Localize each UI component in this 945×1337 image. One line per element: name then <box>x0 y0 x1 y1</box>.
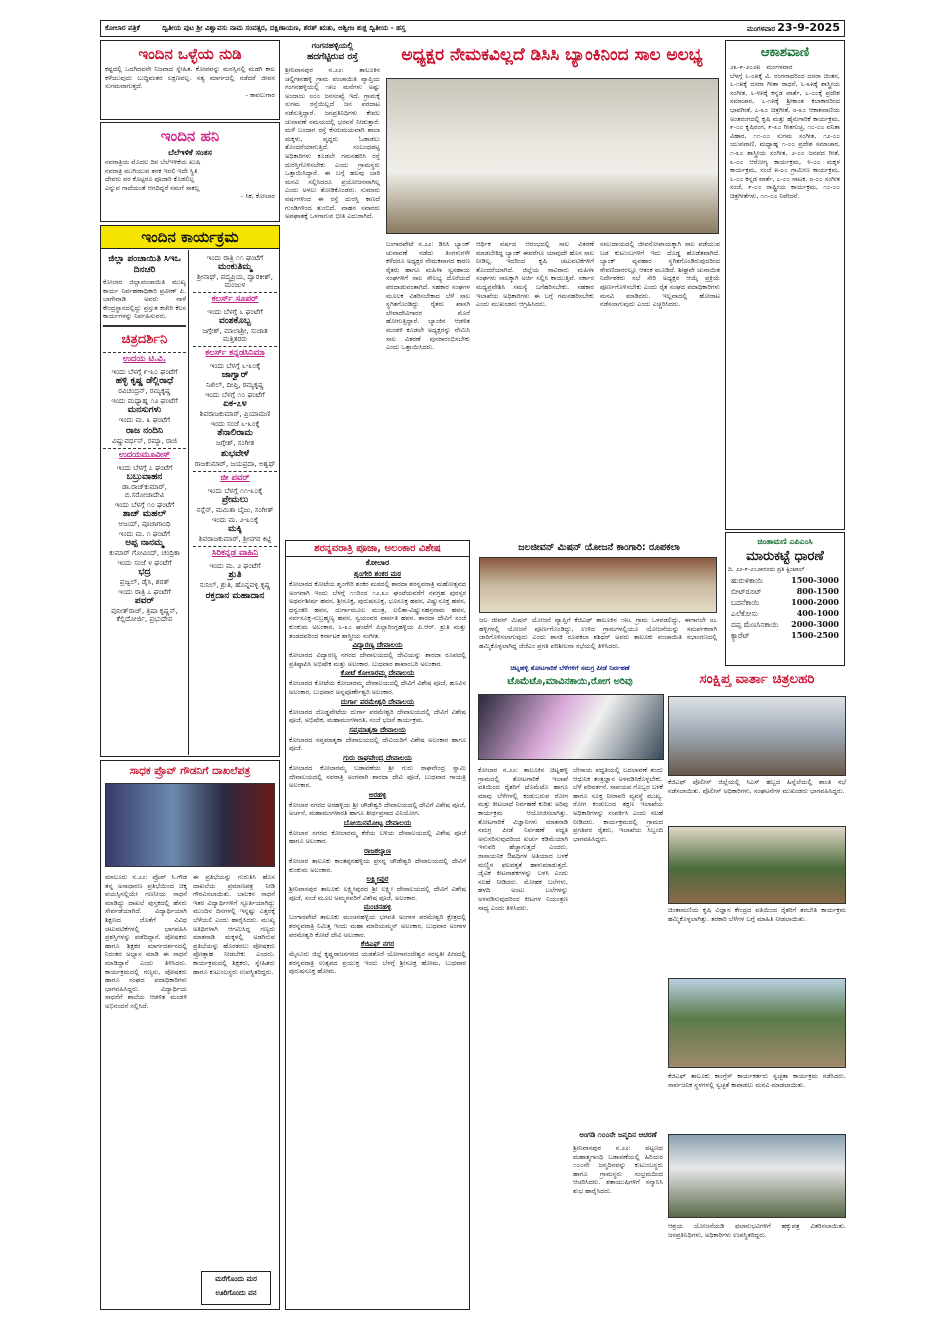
program-time: ಇಂದು ರಾತ್ರಿ ೧೧ ಘಂಟೆಗೆ <box>206 254 264 262</box>
header-date: 23-9-2025 <box>777 21 840 34</box>
lead-col2: ಆರ್ಥಿಕ ವರ್ಷದ ಆರಂಭದಲ್ಲಿ ಸಾಲ ವಿತರಣೆ ಮಾಡಬೇಕಿದ್ದ ಬ್ಯಾಂಕ್ ಈವರೆಗೂ ಯಾವುದೇ ಹೊಸ ಸಾಲ ನೀಡಿಲ್ಲ. ಇದರಿಂದ ಕೃಷಿ ಚಟುವಟಿಕೆಗಳಿಗೆ ತೊಂದರೆಯಾಗಿದೆ. ಜಿಲ್ಲೆಯ ಸಾವಿರಾರು ಮಹಿಳಾ ಸಂಘಗಳು ಸಾಲಕ್ಕಾಗಿ ಅರ್ಜಿ ಸಲ್ಲಿಸಿ ಕಾಯುತ್ತಿವೆ. ಸರ್ಕಾರ ಮಧ್ಯಪ್ರವೇಶಿಸಿ ಸಮಸ್ಯೆ ಬಗೆಹರಿಸಬೇಕು. ಸಹಕಾರ ಇಲಾಖೆಯ ಅಧಿಕಾರಿಗಳು ಈ ಬಗ್ಗೆ ಗಮನಹರಿಸಬೇಕು ಎಂದು ಮುಖಂಡರು ಆಗ್ರಹಿಸಿದರು. <box>476 240 594 309</box>
market-price: 2000-3000 <box>791 618 839 629</box>
market-row <box>728 586 842 597</box>
program-cast: ವಿಷ್ಣುವರ್ಧನ್, ರಮ್ಯಾ, ರಾಜಿ <box>112 436 177 445</box>
navaratri-place: ಕೋಲಾರ <box>365 558 390 567</box>
program-cast: ಶ್ರೀನಾಥ್, ಪದ್ಮಪ್ರಿಯ, ದ್ವಾರಕೀಶ್, ಮಂಜುಳ <box>196 273 274 289</box>
today-programs <box>100 225 280 757</box>
program-time: ಇಂದು ಬೆಳಗ್ಗೆ ೬ ಘಂಟೆಗೆ <box>207 308 263 316</box>
market-row <box>728 630 842 641</box>
program-item <box>103 501 186 528</box>
program-name: ಪ್ರೇಮಲು <box>221 495 249 505</box>
section-heading: ಗುರು ರಾಘವೇಂದ್ರ ದೇವಾಲಯ <box>343 753 412 762</box>
program-item <box>193 562 277 589</box>
section-text: ಕೋಲಾರ ನಗರದ ಕೋಲಾರಮ್ಮ ಕೆರೆಯ ಬಳಿಯ ದೇವಾಲಯದಲ್ಲಿ ವಿಶೇಷ ಪೂಜೆ ಹಾಗೂ ಅಲಂಕಾರ. <box>289 828 466 846</box>
poem-line: ದೇವರು ವರ ಕೊಟ್ಟರೂ ಪೂಜಾರಿ ಕೊಡಲಿಲ್ಲ <box>105 175 195 184</box>
program-item <box>193 516 277 543</box>
market-row <box>728 575 842 586</box>
program-time: ಇಂದು ಮ. ೨ ಘಂಟೆಗೆ <box>209 562 261 570</box>
poem-author: - ಸಿಕ, ಕೋಲಾರ <box>240 192 275 201</box>
poem-line: ನವರಾತ್ರಿ ಮುಗಿಯುವ ತನಕ ಇರಲಿ ಇದೇ ಸ್ಥಿತಿ <box>105 166 198 175</box>
tomato-story <box>475 662 665 1312</box>
program-cast: ಜಗ್ಗೇಶ್, ಸಂಗೀತ <box>215 439 255 447</box>
program-cast: ಇಂದು ಮ. ೩ ಘಂಟೆಗೆ <box>118 415 171 424</box>
poem-box <box>100 122 280 222</box>
program-cast: ಪ್ರಜ್ವಲ್, ಡೈಸಿ, ಶರತ್ <box>119 577 170 586</box>
program-item <box>103 559 186 586</box>
channel-name: ಕಲರ್ಸ್ ಸೂಪರ್ <box>193 292 277 306</box>
market-subtitle: ದಿ. ೨೨-೯-೨೦೨೫ರಂದು ಪ್ರತಿ ಕ್ವಿಂಟಾಲ್ <box>728 566 805 573</box>
programs-right <box>191 250 279 755</box>
market-row <box>728 619 842 630</box>
program-item <box>103 530 186 557</box>
program-name: ಮಂಕುತಿಮ್ಮ <box>217 262 252 272</box>
water-mission-story <box>475 540 723 662</box>
brief-caption-2: ಚಿಂತಾಮಣಿಯ ಕೃಷಿ ವಿಜ್ಞಾನ ಕೇಂದ್ರದ ವತಿಯಿಂದ ರೈತರಿಗೆ ತರಬೇತಿ ಕಾರ್ಯಕ್ರಮ ಹಮ್ಮಿಕೊಳ್ಳಲಾಗಿತ್ತು. ತರಕಾರಿ ಬೆಳೆಗಳ ಬಗ್ಗೆ ಮಾಹಿತಿ ನೀಡಲಾಯಿತು. <box>668 906 846 923</box>
program-time: ಇಂದು ಬೆಳಗ್ಗೆ ೧೧-೩೦ಕ್ಕೆ <box>207 487 263 495</box>
market-item: ಹುರುಳಿಕಾಯಿ <box>731 575 764 585</box>
brief-photo-2 <box>668 826 846 904</box>
program-item <box>193 591 277 602</box>
section-heading: ಅರಹಳ್ಳಿ <box>368 790 387 799</box>
tomato-col2: ಬೇಸಾಯ ಪದ್ಧತಿಯಲ್ಲಿ ಬದಲಾವಣೆ ತಂದು ಆಧುನಿಕ ತಂತ್ರಜ್ಞಾನ ಅಳವಡಿಸಿಕೊಳ್ಳಬೇಕು. ಬೆಳೆ ಪರಿವರ್ತನೆ, ಸಾವಯವ ಗೊಬ್ಬರ ಬಳಕೆ ಹಾಗೂ ಸೂಕ್ತ ನೀರಾವರಿ ವ್ಯವಸ್ಥೆ ಮುಖ್ಯ. ರೋಗ ಕಂಡುಬಂದ ತಕ್ಷಣ ಇಲಾಖೆಯ ಅಧಿಕಾರಿಗಳನ್ನು ಸಂಪರ್ಕಿಸಿ ಎಂದು ಸಲಹೆ ನೀಡಿದರು. ಕಾರ್ಯಕ್ರಮದಲ್ಲಿ ಗ್ರಾಮದ ಪ್ರಗತಿಪರ ರೈತರು, ಇಲಾಖೆಯ ಸಿಬ್ಬಂದಿ ಭಾಗವಹಿಸಿದ್ದರು. <box>573 766 663 843</box>
poem-subtitle: ಬೆಲೆಇಳಿಕೆ ಸಂತಸ <box>168 148 212 157</box>
market-prices <box>725 532 845 666</box>
program-cast: ನಿಖಿಲ್, ದೀಪ್ತಿ, ರಮ್ಯಕೃಷ್ಣ <box>206 381 264 389</box>
page-header <box>100 20 845 37</box>
program-time: ಇಂದು ಮಧ್ಯಾಹ್ನ ೧೨ ಘಂಟೆಗೆ <box>111 396 178 405</box>
meeting-photo <box>479 557 717 613</box>
market-row <box>728 597 842 608</box>
programs-left <box>101 250 189 755</box>
radio-text: ಬೆಳಗ್ಗೆ ೬-೦೫ಕ್ಕೆ ವಿ. ರಂಗನಾಥರಿಂದ ದಸರಾ ಚಿಂತನ, ೬-೧೫ಕ್ಕೆ ದಸರಾ ಗೀತಾ ರಾಧನೆ, ೬-೩೫ಕ್ಕೆ ಶಾಸ್ತ್ರೀಯ ಸಂಗೀತ, ೬-೪೫ಕ್ಕೆ ಕನ್ನಡ ವಾರ್ತೆ, ೭-೦೦ಕ್ಕೆ ಪ್ರದೇಶ ಸಮಾಚಾರ, ೭-೧೫ಕ್ಕೆ ಶ್ರೀಕಾಂತ ಕಲಾಕಾರರಿಂದ ಭಾವಗೀತೆ, ೭-೩೦ ಚಿತ್ರಗೀತೆ, ೮-೩೦ ಆಕಾಶವಾಣಿಯ ಅಂತರಂಗದಲ್ಲಿ ಕೃಷಿ ಮತ್ತು ಹೈನುಗಾರಿಕೆ ಕಾರ್ಯಕ್ರಮ, ೯-೦೦ ಕೃಷಿರಂಗ, ೯-೩೦ ಗೀತಗುಚ್ಛ, ೧೦-೦೦ ವನಿತಾ ವಿಹಾರ, ೧೧-೦೦ ಸುಗಮ ಸಂಗೀತ, ೧೨-೦೦ ಯುವವಾಣಿ, ಮಧ್ಯಾಹ್ನ ೧-೦೦ ಪ್ರದೇಶ ಸಮಾಚಾರ, ೧-೩೦ ಶಾಸ್ತ್ರೀಯ ಸಂಗೀತ, ೨-೦೦ ಜನಪದ ಗೀತೆ, ೩-೦೦ ಆರೋಗ್ಯ ಕಾರ್ಯಕ್ರಮ, ೪-೦೦ ಮಕ್ಕಳ ಕಾರ್ಯಕ್ರಮ, ಸಂಜೆ ೫-೦೦ ಗ್ರಾಮೀಣ ಕಾರ್ಯಕ್ರಮ, ೬-೦೦ ಕನ್ನಡ ವಾರ್ತೆ, ೭-೦೦ ನಾಟಕ, ೮-೦೦ ಸಂಗೀತ ಸಂಜೆ, ೯-೦೦ ರಾಷ್ಟ್ರೀಯ ಕಾರ್ಯಕ್ರಮ, ೧೦-೦೦ ಚಿತ್ರಗೀತೆಗಳು, ೧೧-೦೦ ನಿವೇದನೆ. <box>730 71 840 200</box>
achiever-col1: ಮಾಲೂರು ನ.೨೨: ಪ್ರೊವ್ ಸಿ.ಗೌಡ ತನ್ನ ಅಸಾಧಾರಣ ಪ್ರತಿಭೆಯಿಂದ ಚಿಕ್ಕ ವಯಸ್ಸಿನಲ್ಲಿಯೇ ಗಣನೀಯ ಸಾಧನೆ ಮಾಡಿದ್ದು ದಾಖಲೆ ಪುಸ್ತಕದಲ್ಲಿ ಹೆಸರು ಸೇರ್ಪಡೆಯಾಗಿದೆ. ವಿದ್ಯಾರ್ಥಿಯಾಗಿ ಶಿಕ್ಷಣದ ಜೊತೆಗೆ ವಿವಿಧ ಚಟುವಟಿಕೆಗಳಲ್ಲಿ ಭಾಗವಹಿಸಿ ಪ್ರಶಸ್ತಿಗಳನ್ನು ಪಡೆದಿದ್ದಾನೆ. ಪೋಷಕರು ಹಾಗೂ ಶಿಕ್ಷಕರ ಮಾರ್ಗದರ್ಶನದಲ್ಲಿ ನಿರಂತರ ಅಭ್ಯಾಸ ಮಾಡಿ ಈ ಸಾಧನೆ ಮಾಡಿದ್ದಾನೆ ಎಂದು ತಿಳಿಸಿದರು. ಕಾರ್ಯಕ್ರಮದಲ್ಲಿ ಗಣ್ಯರು, ಪೋಷಕರು ಹಾಗೂ ಸಂಘದ ಪದಾಧಿಕಾರಿಗಳು ಭಾಗವಹಿಸಿದ್ದರು. ವಿದ್ಯಾರ್ಥಿಯ ಸಾಧನೆಗೆ ಶಾಲೆಯ ಆಡಳಿತ ಮಂಡಳಿ ಅಭಿನಂದನೆ ಸಲ್ಲಿಸಿದೆ. <box>105 873 187 1010</box>
navaratri-box <box>285 540 470 1310</box>
good-word-box <box>100 40 280 120</box>
section-heading: ರಾಜಕಲ್ಯಾಣ <box>364 847 391 856</box>
poem-line: ಎನ್ನುವ ಗಾದೆಯಂತೆ ಆಗದಿದ್ದರೆ ನಮಗೆ ಸಾಕಲ್ಲ <box>105 183 200 192</box>
program-item <box>103 426 186 445</box>
program-item <box>103 464 186 499</box>
achiever-col2: ಈ ಪ್ರತಿಭೆಯನ್ನು ಗುರುತಿಸಿ ಹೊಸ ದಾಖಲೆಯ ಪ್ರಮಾಣಪತ್ರ ನೀಡಿ ಗೌರವಿಸಲಾಯಿತು. ಬಾಲಕನ ಸಾಧನೆ ಇತರ ವಿದ್ಯಾರ್ಥಿಗಳಿಗೆ ಸ್ಫೂರ್ತಿಯಾಗಿದ್ದು ಮುಂದಿನ ದಿನಗಳಲ್ಲಿ ಇನ್ನಷ್ಟು ಎತ್ತರಕ್ಕೆ ಬೆಳೆಯಲಿ ಎಂದು ಹಾರೈಸಿದರು. ಮುಖ್ಯ ಅತಿಥಿಗಳಾಗಿ ಆಗಮಿಸಿದ್ದ ಗಣ್ಯರು ಮಾತನಾಡಿ ಮಕ್ಕಳಲ್ಲಿ ಅಡಗಿರುವ ಪ್ರತಿಭೆಯನ್ನು ಹೊರತರಲು ಪೋಷಕರು ಪ್ರೋತ್ಸಾಹ ನೀಡಬೇಕು ಎಂದರು. ಕಾರ್ಯಕ್ರಮದಲ್ಲಿ ಶಿಕ್ಷಕರು, ಸ್ನೇಹಿತರು ಹಾಗೂ ಕುಟುಂಬಸ್ಥರು ಉಪಸ್ಥಿತರಿದ್ದರು. <box>193 873 275 976</box>
program-item <box>193 362 277 389</box>
program-name: ಶ್ರುತಿ <box>228 570 242 580</box>
chitradarshini-title: ಚಿತ್ರದರ್ಶಿನಿ <box>121 331 168 347</box>
program-item <box>193 487 277 514</box>
paper-name: ಕೋಲಾರ ಪತ್ರಿಕೆ <box>105 24 140 32</box>
program-cast: ಅಜಯ್, ಪೂಜಾಗಾಂಧಿ <box>118 519 171 528</box>
road-text: ಶ್ರೀನಿವಾಸಪುರ ನ.೨೨: ತಾಲೂಕಿನ ಚಲ್ದಿಗಾನಹಳ್ಳಿ ಗ್ರಾಮ ಪಂಚಾಯಿತಿ ವ್ಯಾಪ್ತಿಯ ಗಂಗನಹಳ್ಳಿಯಲ್ಲಿ ೧೫೦ ಮನೆಗಳು ಅಷ್ಟು ಅಂದಾಜು ೮೦೦ ಜನಸಂಖ್ಯೆ ಇದೆ. ಗ್ರಾಮಕ್ಕೆ ಸುಗಮ ರಸ್ತೆಯಿಲ್ಲದೆ ಜನ ಪರದಾಟ ನಡೆಸುತ್ತಿದ್ದಾರೆ. ಜನಪ್ರತಿನಿಧಿಗಳು ಕೇವಲ ಚುನಾವಣೆ ಸಮಯದಲ್ಲಿ ಭರವಸೆ ನೀಡುತ್ತಾರೆ. ಮಳೆ ಬಂದಾಗ ರಸ್ತೆ ಕೆಸರುಮಯವಾಗಿ ಶಾಲಾ ಮಕ್ಕಳು, ವೃದ್ಧರು ಓಡಾಡಲು ತೊಂದರೆಯಾಗುತ್ತಿದೆ. ಸಂಬಂಧಪಟ್ಟ ಅಧಿಕಾರಿಗಳು ಕೂಡಲೇ ಗಮನಹರಿಸಿ ರಸ್ತೆ ದುರಸ್ತಿಗೊಳಿಸಬೇಕು ಎಂದು ಗ್ರಾಮಸ್ಥರು ಒತ್ತಾಯಿಸಿದ್ದಾರೆ. ಈ ಬಗ್ಗೆ ಹಲವು ಬಾರಿ ಮನವಿ ಸಲ್ಲಿಸಿದರೂ ಪ್ರಯೋಜನವಾಗಿಲ್ಲ ಎಂದು ಅಳಲು ತೋಡಿಕೊಂಡರು. ಸುಮಾರು ವರ್ಷಗಳಿಂದ ಈ ರಸ್ತೆ ದುರಸ್ತಿ ಕಾಣದೆ ಗುಂಡಿಗಳಿಂದ ತುಂಬಿದೆ. ವಾಹನ ಸವಾರರು ಅಪಘಾತಕ್ಕೆ ಒಳಗಾಗುವ ಭೀತಿ ಎದುರಾಗಿದೆ. <box>285 66 380 221</box>
program-cast: ಪುನೀತ್‌ರಾಜ್, ತ್ರಿಷಾ ಕೃಷ್ಣನ್, ಕೆಲ್ಲಿದೋರ್ಜಿ, ಪ್ರಭುದೇವ <box>111 606 178 623</box>
program-name: ರಾಜ ನಂದಿನಿ <box>126 425 163 436</box>
channel-name: ಉದಯ ಟಿ.ವಿ. <box>103 352 186 366</box>
program-name: ಬಬ್ರುವಾಹನ <box>126 471 163 482</box>
market-item: ದಪ್ಪ ಮೆಣಸಿನಕಾಯಿ <box>731 619 779 629</box>
radio-day: ಮಂಗಳವಾರ <box>766 63 793 71</box>
brief-title: ಸಂಕ್ಷಿಪ್ತ ವಾರ್ತಾ ಚಿತ್ರಲಹರಿ <box>699 671 815 687</box>
program-cast: ಡಾ.ರಾಜ್‌ಕುಮಾರ್, ಬಿ.ಸರೋಜಾದೇವಿ <box>121 482 167 499</box>
program-cast: ಜಗ್ಗೇಶ್, ಮಾಲಾಶ್ರೀ, ಸುಜಾತ ಮತ್ತಿತರರು <box>202 327 268 343</box>
brief-photo-3 <box>668 978 846 1068</box>
section-text: ಕೋಲಾರದ ಕೋಲಾರಮ್ಮ ಬಡಾವಣೆಯ ಶ್ರೀ ಗುರು ರಾಘವೇಂದ್ರ ಸ್ವಾಮಿ ದೇವಾಲಯದಲ್ಲಿ ನವರಾತ್ರಿ ಅಂಗವಾಗಿ ಶಾರದಾ ದೇವಿ ಪೂಜೆ, ಬುಧವಾರ ಗಾಯತ್ರಿ ಅಲಂಕಾರ. <box>289 763 466 790</box>
program-item <box>193 254 277 289</box>
market-title: ಮಾರುಕಟ್ಟೆ ಧಾರಣೆ <box>746 549 824 564</box>
program-name: ಮಕ್ಕಿ <box>228 524 242 534</box>
channel-name: ಜೀ ಪವರ್ <box>193 471 277 485</box>
lead-photo <box>386 78 719 234</box>
ceo-text: ಕೋಲಾರ ಜಿಲ್ಲಾಪಂಚಾಯಿತಿ ಮುಖ್ಯ ಕಾರ್ಯ ನಿರ್ವಹಣಾಧಿಕಾರಿ ಪ್ರವೀಣ್ ಪಿ. ಬಾಗೇವಾಡಿ ಅವರು ನಾಳೆ ಕೇಂದ್ರಸ್ಥಾನದಲ್ಲಿದ್ದು ಪ್ರಸ್ತುತ ಕಚೇರಿ ಕೆಲಸ ಕಾರ್ಯಗಳನ್ನು ನಿರ್ವಹಿಸುವರು. <box>103 278 186 321</box>
program-name: ಏಕ-೭೪ <box>223 399 247 409</box>
navaratri-title: ಶರನ್ನವರಾತ್ರಿ ಪೂಜಾ, ಅಲಂಕಾರ ವಿಶೇಷ <box>286 541 469 557</box>
program-name: ಜಾಗ್ವಾರ್ <box>221 370 249 380</box>
program-item <box>193 391 277 418</box>
section-heading: ದುರ್ಗಾ ಪರಮೇಶ್ವರಿ ದೇವಾಲಯ <box>340 697 415 706</box>
program-cast: ಸುನಿಲ್, ಶ್ರುತಿ, ಹೊನ್ನವಳ್ಳಿ ಕೃಷ್ಣ <box>199 581 271 589</box>
panchanga: ದ್ವಿತೀಯ ಪುಟ ಶ್ರೀ ವಿಶ್ವಾವಸು ನಾಮ ಸಂವತ್ಸರ, ದಕ್ಷಿಣಾಯಣ, ಶರತ್ ಋತು, ಆಶ್ವೀಜ ಶುಕ್ಲ ದ್ವಿತೀಯ - ಹಸ್ತ <box>162 24 406 32</box>
tomato-kicker: ಚಿಟ್ನಹಳ್ಳಿ ತೋಟಗಾರಿಕೆ ಬೆಳೆಗಳಿಗೆ ಸಮಗ್ರ ಪೀಡೆ ನಿರ್ವಹಣೆ <box>510 664 630 672</box>
section-heading: ಕೆಜಿಎಫ್ ನಗರ <box>360 940 395 949</box>
market-price: 400-1000 <box>796 607 839 618</box>
program-name: ಶುಭವೇಳೆ <box>221 449 249 459</box>
market-item: ಕ್ಯಾರೆಟ್ <box>731 630 750 640</box>
section-text: ಕೋಲಾರದ ಸಪ್ತಮಾತೃಕಾ ದೇವಾಲಯದಲ್ಲಿ ದೇವಿಯರಿಗೆ ವಿಶೇಷ ಅಲಂಕಾರ ಹಾಗೂ ಪೂಜೆ. <box>289 735 466 753</box>
program-time: ಇಂದು ಬೆಳಗ್ಗೆ ೯-೩೦ ಘಂಟೆಗೆ <box>111 367 178 376</box>
section-heading: ಕೋಟೆ ಕೋಲಾರಮ್ಮ ದೇವಾಲಯ <box>340 669 415 678</box>
header-day: ಮಂಗಳವಾರ <box>747 25 776 33</box>
tomato-photo <box>478 694 664 760</box>
program-time: ಇಂದು ಮ. ೧ ಘಂಟೆಗೆ <box>118 529 171 538</box>
program-cast: ಶಿವರಾಜಕುಮಾರ್, ಶ್ರೀನಗರ ಕಿಟ್ಟಿ <box>198 535 272 543</box>
section-heading: ಶೃಂಗೇರಿ ಶಂಕರ ಮಠ <box>353 570 401 578</box>
program-time: ಇಂದು ಮ. ೨-೩೦ಕ್ಕೆ <box>211 516 259 524</box>
program-name: ಹಳ್ಳಿ ಕೃಷ್ಣ ಡೆಲ್ಲಿರಾಧೆ <box>115 375 174 386</box>
brief-caption-3: ಕೆಜಿಎಫ್ ತಾಲೂಕು ಕಾಂಗ್ರೆಸ್ ಕಾರ್ಯಕರ್ತರು ಸ್ವಚ್ಛತಾ ಕಾರ್ಯಕ್ರಮ ನಡೆಸಿದರು. ಸಾರ್ವಜನಿಕ ಸ್ಥಳಗಳಲ್ಲಿ ಸ್ವಚ್ಛತೆ ಕಾಪಾಡಲು ಮನವಿ ಮಾಡಲಾಯಿತು. <box>668 1072 846 1089</box>
section-text: ಕೋಲಾರದ ಕೋಟೆಯ ಶೃಂಗೇರಿ ಶಂಕರ ಮಠದಲ್ಲಿ ಶಾರದಾ ಶರನ್ನವರಾತ್ರಿ ಮಹೋತ್ಸವದ ಅಂಗವಾಗಿ ಇಂದು ಬೆಳಗ್ಗೆ ೧೧ರಿಂದ ೧೨.೩೦ ಘಂಟೆಯವರೆಗೆ ನವಗ್ರಹ ಪುರಸ್ಸರ ಅಥರ್ವಶೀರ್ಷ ಹವನ, ಶ್ರೀಸೂಕ್ತ, ಪುರುಷಸೂಕ್ತ, ಭೂಸೂಕ್ತ ಹವನ, ವಿಷ್ಣುಸೂಕ್ತ ಹವನ, ಧನ್ವಂತರಿ ಹವನ, ದುರ್ಗಾಮೂಲ ಮಂತ್ರ, ಲಲಿತಾ-ವಿಷ್ಣುಸಹಸ್ರನಾಮ ಹವನ, ಸರ್ವಸೂಕ್ತ-ಸುಬ್ರಹ್ಮಣ್ಯ ಹವನ, ಸ್ವಯಂವರ ಪಾರ್ವತಿ ಹವನ. ಶಾರದಾ ದೇವಿಗೆ ಸಂಜೆ ಕುಂಕುಮ ಅಲಂಕಾರ, ೬-೩೦ ಘಂಟೆಗೆ ಪಿಲ್ಲಾರಿಂಗ್ಲಹಳ್ಳಿಯ ಪಿ.ಆರ್. ಶ್ರುತಿ ಮತ್ತು ತಂಡದವರಿಂದ ಕರ್ನಾಟಕ ಶಾಸ್ತ್ರೀಯ ಸಂಗೀತ. <box>289 580 466 640</box>
section-heading: ಬೋಯಿನಮೋಟ್ಟ ದೇವಾಲಯ <box>343 818 412 827</box>
good-word-title: ಇಂದಿನ ಒಳ್ಳೆಯ ನುಡಿ <box>138 45 242 63</box>
program-name: ಪವರ್ <box>134 595 155 606</box>
brief-photo-1 <box>668 696 846 776</box>
program-cast: ರವಿಚಂದ್ರನ್, ರಮ್ಯಕೃಷ್ಣ <box>118 386 171 395</box>
achiever-headline: ಸಾಧಕ ಪ್ರೊವ್ ಗೌಡನಿಗೆ ದಾಖಲೆಪತ್ರ <box>129 765 251 777</box>
section-heading: ವಿದ್ಯಾರಣ್ಯ ದೇವಾಲಯ <box>352 641 403 650</box>
program-time: ಇಂದು ಸಂಜೆ ೬-೩೦ಕ್ಕೆ <box>210 420 260 428</box>
program-name: ಮನಸುಗಳು <box>127 404 162 415</box>
section-text: ಕೋಲಾರ ನಗರದ ಅರಹಳ್ಳಿಯ ಶ್ರೀ ಚೌಡೇಶ್ವರಿ ದೇವಾಲಯದಲ್ಲಿ ದೇವಿಗೆ ವಿಶೇಷ ಪೂಜೆ, ಅರ್ಚನೆ, ಮಹಾಮಂಗಳಾರತಿ ಹಾಗೂ ತೀರ್ಥಪ್ರಸಾದ ವಿನಿಯೋಗ. <box>289 800 466 818</box>
program-name: ತಾಜ್ ಮಹಲ್ <box>122 508 167 519</box>
water-text: ಜಲ ಜೀವನ್ ಮಿಷನ್ ಯೋಜನೆ ವ್ಯಾಪ್ತಿಗೆ ಕೆಜಿಎಫ್ ತಾಲೂಕಿನ ೧೫೬ ಗ್ರಾಮ ಒಳಪಡಲಿದ್ದು, ಈಗಾಗಲೇ ೮೭ ಹಳ್ಳಿಗಳಲ್ಲಿ ಯೋಜನೆ ಪೂರ್ಣಗೊಂಡಿದ್ದು, ಉಳಿದ ಗ್ರಾಮಗಳಲ್ಲಿಯೂ ಯೋಜನೆಯನ್ನು ಸಮರ್ಪಕವಾಗಿ ಜಾರಿಗೊಳಿಸಲಾಗುವುದು ಎಂದು ಶಾಸಕಿ ರೂಪಕಲಾ ಶಶಿಧರ್ ಅವರು ತಾಲೂಕು ಪಂಚಾಯಿತಿ ಸಭಾಂಗಣದಲ್ಲಿ ಹಮ್ಮಿಕೊಳ್ಳಲಾಗಿದ್ದ ಜೆಜೆಎಂ ಪ್ರಗತಿ ಪರಿಶೀಲನಾ ಸಭೆಯಲ್ಲಿ ತಿಳಿಸಿದರು. <box>479 616 717 650</box>
program-item <box>193 420 277 447</box>
lead-headline: ಅಧ್ಯಕ್ಷರ ನೇಮಕವಿಲ್ಲದೆ ಡಿಸಿಸಿ ಬ್ಯಾಂಕಿನಿಂದ ಸಾಲ ಅಲಭ್ಯ <box>401 45 703 65</box>
brief-caption-4: ಆಶ್ರಯ ಯೋಜನೆಯಡಿ ಫಲಾನುಭವಿಗಳಿಗೆ ಹಕ್ಕುಪತ್ರ ವಿತರಿಸಲಾಯಿತು. ಜನಪ್ರತಿನಿಧಿಗಳು, ಅಧಿಕಾರಿಗಳು ಉಪಸ್ಥಿತರಿದ್ದರು. <box>668 1222 846 1239</box>
section-text: ಕೋಲಾರ ತಾಲೂಕು ಕಾಂತಪ್ಪನಹಳ್ಳಿಯ ಪ್ರಸನ್ನ ಚೌಡೇಶ್ವರಿ ದೇವಾಲಯದಲ್ಲಿ ದೇವಿಗೆ ಕುಂಕುಮ ಅಲಂಕಾರ. <box>289 857 466 874</box>
market-price: 1000-2000 <box>791 596 839 607</box>
good-word-author: - ಕಾವಲುಗಾರ <box>245 90 275 99</box>
tree-slogan: ಮರೆಗೊಂದು ಮರ ಊರಿಗೊಂದು ವನ <box>215 1275 257 1297</box>
radio-title: ಆಕಾಶವಾಣಿ <box>760 45 810 60</box>
market-price: 800-1500 <box>796 585 839 596</box>
good-word-text: ಕಷ್ಟದಲ್ಲಿ ಒದಗಿದವನೇ ನಿಜವಾದ ಸ್ನೇಹಿತ. ಕೋಪವನ್ನು ಮನಸ್ಸಿನಲ್ಲಿ ಮಡಗಿ ಕಾಲ ಕಳೆಯುವುದು ಬುದ್ಧಿವಂತರ ಲಕ್ಷಣವಲ್ಲ. ಸತ್ಯ ಮಾರ್ಗದಲ್ಲಿ ನಡೆದರೆ ಜೀವನ ಸುಗಮವಾಗುತ್ತದೆ. <box>105 65 275 91</box>
section-text: ಮೈಸೂರು ಜಿಲ್ಲೆ ಕೃಷ್ಣರಾಜನಗರದ ಯಡತೊರೆ ಯೋಗಾನಂದೇಶ್ವರ ಸರಸ್ವತೀ ಪೀಠದಲ್ಲಿ ಶರನ್ನವರಾತ್ರಿ ಉತ್ಸವದ ಪ್ರಯುಕ್ತ ಇಂದು ಬೆಳಗ್ಗೆ ಶ್ರೀಸೂಕ್ತ ಹೋಮ, ಬುಧವಾರ ಪುರುಷಸೂಕ್ತ ಹೋಮ. <box>289 950 466 976</box>
program-name: ಅಪ್ಪ ನಾನಮ್ಮ <box>125 537 164 548</box>
tomato-col1: ಕೋಲಾರ ನ.೨೨: ತಾಲೂಕಿನ ಚಿಟ್ನಹಳ್ಳಿ ಗ್ರಾಮದಲ್ಲಿ ತೋಟಗಾರಿಕೆ ಇಲಾಖೆ ವತಿಯಿಂದ ರೈತರಿಗೆ ಟೊಮೆಟೊ ಹಾಗೂ ಮಾವು ಬೆಳೆಗಳಲ್ಲಿ ಕಂಡುಬರುವ ರೋಗ ಮತ್ತು ಕೀಟಬಾಧೆ ನಿರ್ವಹಣೆ ಕುರಿತು ಅರಿವು ಕಾರ್ಯಕ್ರಮ ಆಯೋಜಿಸಲಾಗಿತ್ತು. ತೋಟಗಾರಿಕೆ ವಿಜ್ಞಾನಿಗಳು ಮಾತನಾಡಿ ಸಮಗ್ರ ಪೀಡೆ ನಿರ್ವಹಣೆ ಪದ್ಧತಿ ಅನುಸರಿಸುವುದರಿಂದ ಖರ್ಚು ಕಡಿಮೆಯಾಗಿ ಇಳುವರಿ ಹೆಚ್ಚಾಗುತ್ತದೆ ಎಂದರು. ರಾಸಾಯನಿಕ ಔಷಧಿಗಳ ಅತಿಯಾದ ಬಳಕೆ ಮಣ್ಣಿನ ಫಲವತ್ತತೆ ಹಾಳುಮಾಡುತ್ತದೆ. ಜೈವಿಕ ಕೀಟನಾಶಕಗಳನ್ನು ಬಳಸಿ ಎಂದು ಸಲಹೆ ನೀಡಿದರು. ಮೋಹಕ ಬಲೆಗಳು, ಹಳದಿ ಅಂಟು ಬಲೆಗಳನ್ನು ಅಳವಡಿಸುವುದರಿಂದ ಕೀಟಗಳ ನಿಯಂತ್ರಣ ಸಾಧ್ಯ ಎಂದು ತಿಳಿಸಿದರು. <box>478 766 568 912</box>
section-text: ಶ್ರೀನಿವಾಸಪುರ ತಾಲೂಕು ಲಕ್ಷ್ಮೀಪುರದ ಶ್ರೀ ಲಕ್ಷ್ಮೀ ದೇವಾಲಯದಲ್ಲಿ ದೇವಿಗೆ ವಿಶೇಷ ಪೂಜೆ, ಸಂಜೆ ಮೂಲ ಅಮ್ಮನವರಿಗೆ ವಿಶೇಷ ಪೂಜೆ, ಅಲಂಕಾರ. <box>289 885 466 902</box>
brief-news-photos <box>668 668 846 1312</box>
birthday-text: ಶ್ರೀನಿವಾಸಪುರ ನ.೨೨: ಪಟ್ಟಣದ ಮಹಾತ್ಮಗಾಂಧಿ ಬಡಾವಣೆಯಲ್ಲಿ ಹಿರಿಯರ ೧೦೦ನೇ ಜನ್ಮದಿನವನ್ನು ಕುಟುಂಬಸ್ಥರು ಹಾಗೂ ಗ್ರಾಮಸ್ಥರು ಸಂಭ್ರಮದಿಂದ ಆಚರಿಸಿದರು. ಶತಾಯುಷಿಗಳಿಗೆ ಸನ್ಮಾನಿಸಿ ಶುಭ ಹಾರೈಸಿದರು. <box>573 1144 663 1195</box>
lead-col1: ಬಂಗಾರಪೇಟೆ ನ.೨೨: ಡಿಸಿಸಿ ಬ್ಯಾಂಕ್ ಚುನಾವಣೆ ನಡೆದು ತಿಂಗಳುಗಳೇ ಕಳೆದರೂ ಅಧ್ಯಕ್ಷರ ನೇಮಕವಾಗದ ಕಾರಣ ರೈತರು ಹಾಗೂ ಮಹಿಳಾ ಸ್ವಸಹಾಯ ಸಂಘಗಳಿಗೆ ಸಾಲ ಸೌಲಭ್ಯ ದೊರೆಯದೆ ಪರದಾಡುವಂತಾಗಿದೆ. ಸಹಕಾರ ಸಂಘಗಳ ಮೂಲಕ ವಿತರಿಸಬೇಕಾದ ಬೆಳೆ ಸಾಲ ಸ್ಥಗಿತಗೊಂಡಿದ್ದು ರೈತರು ಖಾಸಗಿ ಲೇವಾದೇವಿಗಾರರ ಮೊರೆ ಹೋಗುತ್ತಿದ್ದಾರೆ. ಬ್ಯಾಂಕಿನ ಆಡಳಿತ ಮಂಡಳಿ ಕೂಡಲೇ ಅಧ್ಯಕ್ಷರನ್ನು ನೇಮಿಸಿ ಸಾಲ ವಿತರಣೆ ಪುನರಾರಂಭಿಸಬೇಕು ಎಂದು ಒತ್ತಾಯಿಸಿದರು. <box>386 240 470 352</box>
ceo-title: ಜಿಲ್ಲಾ ಪಂಚಾಯಿತಿ ಸಿಇಒ ದಿನಚರಿ <box>108 254 181 275</box>
program-time: ಇಂದು ಬೆಳಗ್ಗೆ ೧೦ ಘಂಟೆಗೆ <box>205 391 265 399</box>
channel-name: ಉದಯಮೂವೀಸ್ <box>103 448 186 462</box>
program-cast: ಕುಮಾರ್ ಗೋವಿಂದ್, ಚಂದ್ರಿಕಾ <box>109 548 180 557</box>
program-cast: ಶಿವರಾಜಕುಮಾರ್, ಪ್ರಿಯಾಮಣಿ <box>199 410 271 418</box>
market-source: ಚಿಂತಾಮಣಿ ಎಪಿಎಂಸಿ <box>757 537 813 546</box>
channel-name: ಕಲರ್ಸ್ ಕನ್ನಡಸಿನಿಮಾ <box>193 346 277 360</box>
tree-slogan-box <box>201 1271 271 1305</box>
poem-line: ನವರಾತ್ರಿಯ ಮೊದಲ ದಿನ ಬೆಲೆಇಳಿಕೆಯ ಖುಷಿ <box>105 158 201 166</box>
market-price: 1500-3000 <box>791 574 839 585</box>
program-time: ಇಂದು ಬೆಳಗ್ಗೆ ೧೦ ಘಂಟೆಗೆ <box>114 500 175 509</box>
program-item <box>103 397 186 424</box>
section-text: ಬಂಗಾರಪೇಟೆ ತಾಲೂಕು ಮಂಚನಹಳ್ಳಿಯ ಭಗವತಿ ಅಂಗಾಳ ಪರಮೇಶ್ವರಿ ಕ್ಷೇತ್ರದಲ್ಲಿ ಶರನ್ನವರಾತ್ರಿ ನಿಮಿತ್ತ ಇಂದು ಮಹಾ ಮಾರಿಯಮ್ಮನ್ ಅಲಂಕಾರ, ಬುಧವಾರ ಅಂಗಾಳ ಪರಮೇಶ್ವರಿ ಕೋಟೆ ದೇವಿ ಅಲಂಕಾರ. <box>289 913 466 939</box>
road-title-2: ಹದಗೆಟ್ಟಿರುವ ರಸ್ತೆ <box>306 52 358 62</box>
program-cast: ನಸ್ಲೆನ್, ಮಮಿತಾ ಬೈಜು, ಸಂಗೀತ್ <box>196 506 274 514</box>
programs-title: ಇಂದಿನ ಕಾರ್ಯಕ್ರಮ <box>101 226 279 249</box>
award-photo <box>105 783 275 867</box>
section-text: ಕೋಲಾರದ ದೊಡ್ಡಪೇಟೆಯ ದುರ್ಗಾ ಪರಮೇಶ್ವರಿ ದೇವಾಲಯದಲ್ಲಿ ದೇವಿಗೆ ವಿಶೇಷ ಪೂಜೆ, ಅಭಿಷೇಕ, ಮಹಾಮಂಗಳಾರತಿ, ಸಂಜೆ ಭಜನೆ ಕಾರ್ಯಕ್ರಮ. <box>289 707 466 725</box>
section-heading: ಲಕ್ಷ್ಮೀಪುರ <box>366 875 389 884</box>
market-item: ಎಲೆಕೋಸು <box>731 608 758 618</box>
market-item: ಬೀಟ್‌ರೂಟ್ <box>731 586 762 596</box>
water-headline: ಜಲಜೀವನ್ ಮಿಷನ್ ಯೋಜನೆ ಕಾಂಗಾರಿ: ರೂಪಕಲಾ <box>518 542 680 553</box>
market-price: 1500-2500 <box>791 629 839 640</box>
program-time: ಇಂದು ಸಂಜೆ ೪ ಘಂಟೆಗೆ <box>117 558 172 567</box>
section-text: ಕೋಲಾರದ ವಿದ್ಯಾರಣ್ಯ ನಗರದ ದೇವಾಲಯದಲ್ಲಿ ದೇವಿಯನ್ನು ಶಾರದಾ ರೂಪದಲ್ಲಿ ಪ್ರತಿಷ್ಠಾಪಿಸಿ ಅಭಿಷೇಕ ಮತ್ತು ಅಲಂಕಾರ. ಬುಧವಾರ ಶಾಖಾಂಬರಿ ಅಲಂಕಾರ. <box>289 651 466 668</box>
achiever-story <box>100 760 280 1310</box>
radio-schedule <box>725 40 845 530</box>
section-text: ಕೋಲಾರದ ಕೋಟೆಯ ಕೋಲಾರಮ್ಮ ದೇವಾಲಯದಲ್ಲಿ ದೇವಿಗೆ ವಿಶೇಷ ಪೂಜೆ, ಹೂವಿನ ಅಲಂಕಾರ, ಬುಧವಾರ ಅನ್ನಪೂರ್ಣೇಶ್ವರಿ ಅಲಂಕಾರ. <box>289 679 466 696</box>
program-name: ಭದ್ರ <box>138 566 151 577</box>
brief-caption-1: ಕೆಜಿಎಫ್ ಪೊಲೀಸ್ ಜಿಲ್ಲೆಯಲ್ಲಿ ಸಿಎಸ್ ಹಬ್ಬದ ಹಿನ್ನೆಲೆಯಲ್ಲಿ ಶಾಂತಿ ಸಭೆ ನಡೆಸಲಾಯಿತು. ಪೊಲೀಸ್ ಅಧಿಕಾರಿಗಳು, ಸಂಘಟನೆಗಳ ಮುಖಂಡರು ಭಾಗವಹಿಸಿದ್ದರು. <box>668 778 846 795</box>
market-row <box>728 608 842 619</box>
program-name: ರಕ್ತದಾನ ಮಹಾದಾನ <box>205 591 265 601</box>
brief-photo-4 <box>668 1134 846 1218</box>
channel-name: ಸಿರಿಕನ್ನಡ ವಾಹಿನಿ <box>193 546 277 560</box>
section-heading: ಮಂಚನಹಳ್ಳಿ <box>363 903 392 912</box>
program-item <box>103 588 186 623</box>
program-name: ತೆನಾಲಿರಾಮ <box>217 428 253 438</box>
market-table <box>728 575 842 641</box>
program-item <box>193 449 277 468</box>
program-time: ಇಂದು ಬೆಳಗ್ಗೆ ೬-೩೦ಕ್ಕೆ <box>209 362 261 370</box>
tomato-headline: ಟೊಮೆಟೊ,ಮಾವಿನಕಾಯಿ,ರೋಗ ಅರಿವು <box>507 676 633 687</box>
poem-title: ಇಂದಿನ ಹನಿ <box>160 127 220 145</box>
road-story <box>285 40 380 535</box>
program-time: ಇಂದು ಬೆಳಗ್ಗೆ ೭ ಘಂಟೆಗೆ <box>116 463 173 472</box>
radio-date: ೨೩-೯-೨೦೨೫ <box>730 63 761 71</box>
lead-col3: ಸಮುದಾಯದಲ್ಲಿ ಜೀವನೋಪಾಯಕ್ಕಾಗಿ ಸಾಲ ಪಡೆಯುವ ಬಡ ಕುಟುಂಬಗಳಿಗೆ ಇದು ದೊಡ್ಡ ಹೊಡೆತವಾಗಿದೆ. ಬ್ಯಾಂಕ್ ವ್ಯವಹಾರ ಸ್ಥಗಿತಗೊಂಡಿರುವುದರಿಂದ ಠೇವಣಿದಾರರಲ್ಲೂ ಆತಂಕ ಮೂಡಿದೆ. ಶೀಘ್ರವೇ ಚುನಾಯಿತ ನಿರ್ದೇಶಕರು ಸಭೆ ಸೇರಿ ಅಧ್ಯಕ್ಷರ ಆಯ್ಕೆ ಪ್ರಕ್ರಿಯೆ ಪೂರ್ಣಗೊಳಿಸಬೇಕು ಎಂದು ರೈತ ಸಂಘದ ಪದಾಧಿಕಾರಿಗಳು ಮನವಿ ಮಾಡಿದರು. ಇಲ್ಲವಾದಲ್ಲಿ ಹೋರಾಟ ನಡೆಸಲಾಗುವುದು ಎಂದು ಎಚ್ಚರಿಸಿದರು. <box>600 240 720 309</box>
program-item <box>193 308 277 343</box>
road-title-1: ಗಂಗನಹಳ್ಳಿಯಲ್ಲಿ <box>311 41 354 50</box>
program-cast: ರಾಜಕುಮಾರ್, ಜಯಪ್ರದಾ, ಅಶ್ವಥ್ <box>194 460 276 468</box>
program-item <box>103 368 186 395</box>
birthday-headline: ಅಂಗಡಿ ೧೦೦ನೇ ಜನ್ಮದಿನ ಆಚರಣೆ <box>579 1131 657 1139</box>
market-item: ಬದನೆಕಾಯಿ <box>731 597 760 607</box>
program-name: ವಂಶಕೊಬ್ಬ <box>219 316 251 326</box>
program-time: ಇಂದು ರಾತ್ರಿ ೭ ಘಂಟೆಗೆ <box>118 587 171 596</box>
section-heading: ಸಪ್ತಮಾತೃಕಾ ದೇವಾಲಯ <box>349 725 406 734</box>
